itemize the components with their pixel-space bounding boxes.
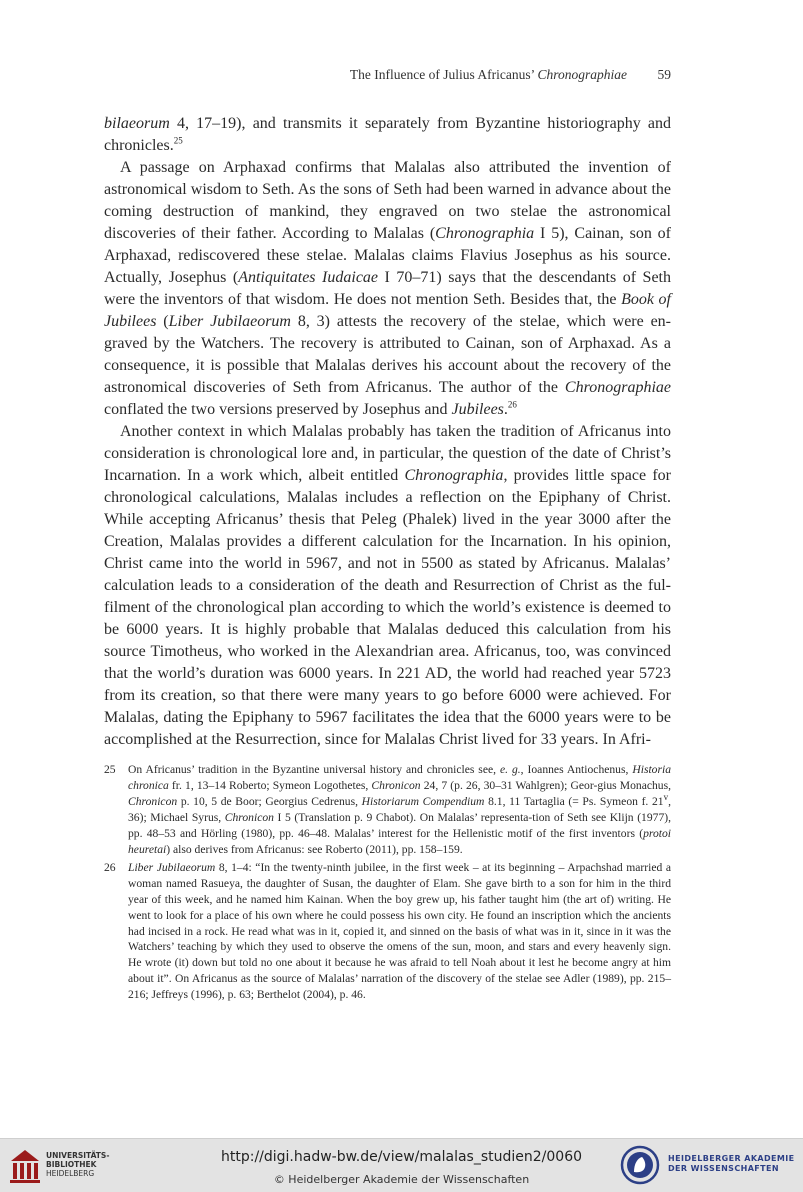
footnote-number: 25 xyxy=(104,763,116,776)
viewer-footer xyxy=(0,1138,803,1192)
body-text xyxy=(104,113,671,751)
university-library-name: UNIVERSITÄTS- BIBLIOTHEK HEIDELBERG xyxy=(46,1151,110,1178)
paragraph-continuation: bilaeorum 4, 17–19), and transmits it separately from Byzantine historiography and chronicles.$^{25}$ xyxy=(104,115,671,154)
footnote-text: Liber Jubilaeorum 8, 1–4: “In the twenty-ninth jubilee, in the first week – at its beginning – Arpachshad married a woman named Rasueya, the daughter of Susan, the daughter of Elam. She gave birth to a son for him in the third year of this week, and he named him Kainan. When the boy grew up, his father taught him (the art of) writing. He went to look for a place of his own where he could possess his own city. He found an inscription which the ancients had incised in a rock. He read what was in it, copied it, and sinned on the basis of what was in it, since in it was the Watchers’ teaching by which they used to observe the omens of the sun, moon, and stars and every heavenly sign. He wrote (it) down but told no one about it because he was afraid to tell Noah about it lest he become angry at him about it”. On Africanus as the source of Malalas’ narration of the discovery of the stelae see Adler (1989), pp. 215–216; Jeffreys (1996), p. 63; Berthelot (2004), p. 46. xyxy=(128,860,672,1002)
paragraph-incarnation: Another context in which Malalas probably has taken the tradition of Africanus into consideration is chronological lore and, in particular, the question of the date of Christ’s Incarnation. In a work which, albeit entitled Chronographia, provides little space for chronological calculations, Malalas includes a reflection on the Epiphany of Christ. While accepting Africanus’ thesis that Peleg (Phalek) lived in the year 3000 after the Creation, Malalas provides a different calculation for the Incarnation. In his opinion, Christ came into the world in 5967, and not in 5500 as stated by Africanus. Malalas’ calculation leads to a consideration of the death and Resurrection of Christ as the ful-filment of the chronological plan according to which the world’s existence is deemed to be 6000 years. It is highly probable that Malalas deduced this calculation from his source Timotheus, who worked in the Alexandrian area. Africanus, too, was convinced that the world’s duration was 6000 years. In 221 AD, the world had reached year 5723 from its creation, so that there were many years to go before 6000 were achieved. For Malalas, dating the Epiphany to 5967 facilitates the idea that the 6000 years were to be accomplished at the Resurrection, since for Malalas Christ lived for 33 years. In Afri- xyxy=(104,423,671,748)
running-title: The Influence of Julius Africanus’ Chronographiae xyxy=(349,67,627,82)
running-head xyxy=(104,67,671,83)
permalink-url[interactable]: http://digi.hadw-bw.de/view/malalas_studien2/0060 xyxy=(220,1149,583,1165)
page-number: 59 xyxy=(657,67,671,82)
footnote-number: 26 xyxy=(104,860,116,874)
academy-name: HEIDELBERGER AKADEMIE DER WISSENSCHAFTEN xyxy=(668,1154,795,1173)
paragraph-arphaxad: A passage on Arphaxad confirms that Malalas also attributed the invention of astronomical wisdom to Seth. As the sons of Seth had been warned in advance about the coming destruction of mankind, they engraved on two stelae the astronomical discoveries of their father. According to Malalas (Chronographia I 5), Cainan, son of Arphaxad, rediscovered these stelae. Malalas claims Flavius Josephus as his source. Actually, Josephus (Antiquitates Iudaicae I 70–71) says that the descendants of Seth were the inventors of that wisdom. He does not mention Seth. Besides that, the Book of Jubilees (Liber Jubilaeorum 8, 3) attests the recovery of the stelae, which were en-graved by the Watchers. The recovery is attributed to Cainan, son of Arphaxad. As a consequence, it is possible that Malalas derives his account about the recovery of the astronomical discoveries of Seth from Africanus. The author of the Chronographiae conflated the two versions preserved by Josephus and Jubilees.$^{26}$ xyxy=(104,159,672,418)
footnote-26 xyxy=(104,860,671,1004)
academy-seal-icon[interactable] xyxy=(620,1145,660,1185)
footnotes xyxy=(104,762,671,1005)
footnote-25 xyxy=(104,762,671,858)
copyright-notice: © Heidelberger Akademie der Wissenschaften xyxy=(273,1173,530,1186)
footnote-text: On Africanus’ tradition in the Byzantine universal history and chronicles see, e. g., Ioannes Antiochenus, Historia chronica fr. 1, 13–14 Roberto; Symeon Logothetes, Chronicon 24, 7 (p. 26, 30–31 Wahlgren); Geor-gius Monachus, Chronicon p. 10, 5 de Boor; Georgius Cedrenus, Historiarum Compendium 8.1, 11 Tartaglia (= Ps. Symeon f. 21$^v$, 36); Michael Syrus, Chronicon I 5 (Translation p. 9 Chabot). On Malalas’ representa-tion of Seth see Klijn (1977), pp. 48–53 and Hörling (1980), pp. 46–48. Malalas’ interest for the Hellenistic motif of the first inventors (protoi heuretai) also derives from Africanus: see Roberto (2011), pp. 158–159. xyxy=(128,763,672,856)
